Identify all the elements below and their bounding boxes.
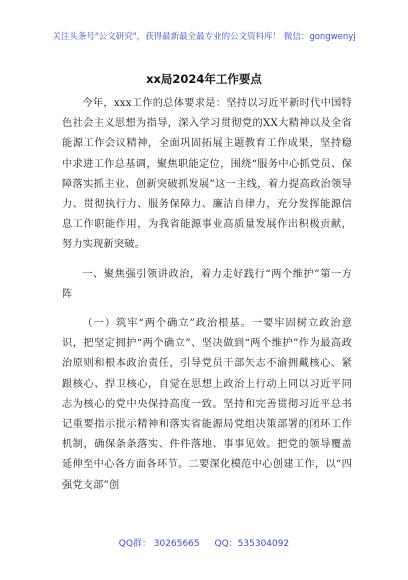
subsection-paragraph: （一）筑牢“两个确立”政治根基。一要牢固树立政治意识，把坚定拥护“两个确立”、坚决做到“两个维护”作为最高政治原则和根本政治责任，引导党员干部矢志不渝拥戴核心、紧跟核心、捍卫核心，自觉在思想上政治上行动上同以习近平同志为核心的党中央保持高度一致。坚持和完善贯彻习近平总书记重要指示批示精神和落实省能源局党组决策部署的闭环工作机制，确保条条落实、件件落地、事事见效。把党的领导覆盖延伸至中心各方面各环节。二要深化模范中心创建工作，以“四强党支部”创: [62, 318, 352, 491]
header-promo-note: 关注头条号"公文研究"，获得最新最全最专业的公文资料库！ 微信：gongwenyj: [52, 32, 356, 42]
intro-paragraph: 今年，xxx工作的总体要求是：坚持以习近平新时代中国特色社会主义思想为指导，深入学习贯彻党的XX大精神以及全省能源工作会议精神，全面巩固拓展主题教育工作成果，坚持稳中求进工作总基调，聚焦职能定位，围绕“服务中心抓党员、保障落实抓主业、创新突破抓发展”这一主线，着力提高政治领导力、贯彻执行力、服务保障力、廉洁自律力，充分发挥能源信息工作职能作用，为我省能源事业高质量发展作出积极贡献，努力实现新突破。: [62, 98, 352, 251]
document-title: xx局2024年工作要点: [146, 72, 262, 86]
footer-contact: [0, 536, 408, 549]
section-heading: 一、聚焦强引领讲政治，着力走好践行“两个维护”第一方阵: [62, 268, 352, 300]
footer-qq: QQ：535304092: [214, 539, 290, 549]
document-body: [62, 94, 352, 505]
footer-qq-group: QQ群： 30265665: [118, 539, 200, 549]
